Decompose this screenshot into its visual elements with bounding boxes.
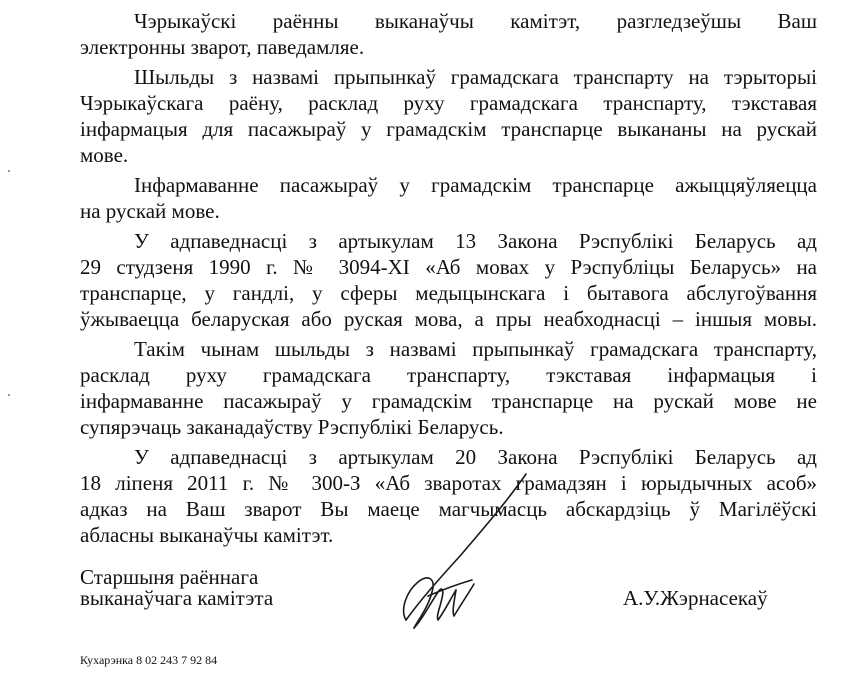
text-line: супярэчаць заканадаўству Рэспублікі Беларусь. xyxy=(80,415,504,439)
text-line: Чэрыкаўскі раённы выканаўчы камітэт, разгледзеўшы Ваш xyxy=(134,9,817,33)
text-line: У адпаведнасці з артыкулам 13 Закона Рэспублікі Беларусь ад xyxy=(134,229,817,253)
margin-speck xyxy=(8,170,10,172)
text-line: Такім чынам шыльды з назвамі прыпынкаў грамадскага транспарту, xyxy=(134,337,817,361)
text-line: Шыльды з назвамі прыпынкаў грамадскага транспарту на тэрыторыі xyxy=(134,65,817,89)
text-line: Інфармаванне пасажыраў у грамадскім транспарце ажыццяўляецца xyxy=(134,173,817,197)
signatory-name: А.У.Жэрнасекаў xyxy=(623,586,768,610)
text-line: ўжываецца беларуская або руская мова, а пры неабходнасці – іншыя мовы. xyxy=(80,307,817,331)
text-line: адказ на Ваш зварот Вы маеце магчымасць абскардзіць ў Магілёўскі xyxy=(80,497,817,521)
executor-note: Кухарэнка 8 02 243 7 92 84 xyxy=(80,653,218,667)
signatory-title-line: выканаўчага камітэта xyxy=(80,586,274,610)
handwritten-signature xyxy=(388,470,558,640)
text-line: 18 ліпеня 2011 г. № 300-З «Аб зваротах грамадзян і юрыдычных асоб» xyxy=(80,471,817,495)
text-line: транспарце, у гандлі, у сферы медыцынскага і бытавога абслугоўвання xyxy=(80,281,817,305)
text-line: інфармацыя для пасажыраў у грамадскім транспарце выкананы на рускай xyxy=(80,117,817,141)
text-line: мове. xyxy=(80,143,129,167)
text-line: 29 студзеня 1990 г. № 3094-XI «Аб мовах у Рэспубліцы Беларусь» на xyxy=(80,255,817,279)
text-line: электронны зварот, паведамляе. xyxy=(80,35,365,59)
margin-speck xyxy=(8,394,10,396)
text-line: на рускай мове. xyxy=(80,199,220,223)
signatory-title-line: Старшыня раённага xyxy=(80,565,259,589)
text-line: У адпаведнасці з артыкулам 20 Закона Рэспублікі Беларусь ад xyxy=(134,445,817,469)
text-line: расклад руху грамадскага транспарту, тэкставая інфармацыя і xyxy=(80,363,817,387)
text-line: Чэрыкаўскага раёну, расклад руху грамадскага транспарту, тэкставая xyxy=(80,91,817,115)
text-line: абласны выканаўчы камітэт. xyxy=(80,523,334,547)
text-line: інфармаванне пасажыраў у грамадскім транспарце на рускай мове не xyxy=(80,389,817,413)
